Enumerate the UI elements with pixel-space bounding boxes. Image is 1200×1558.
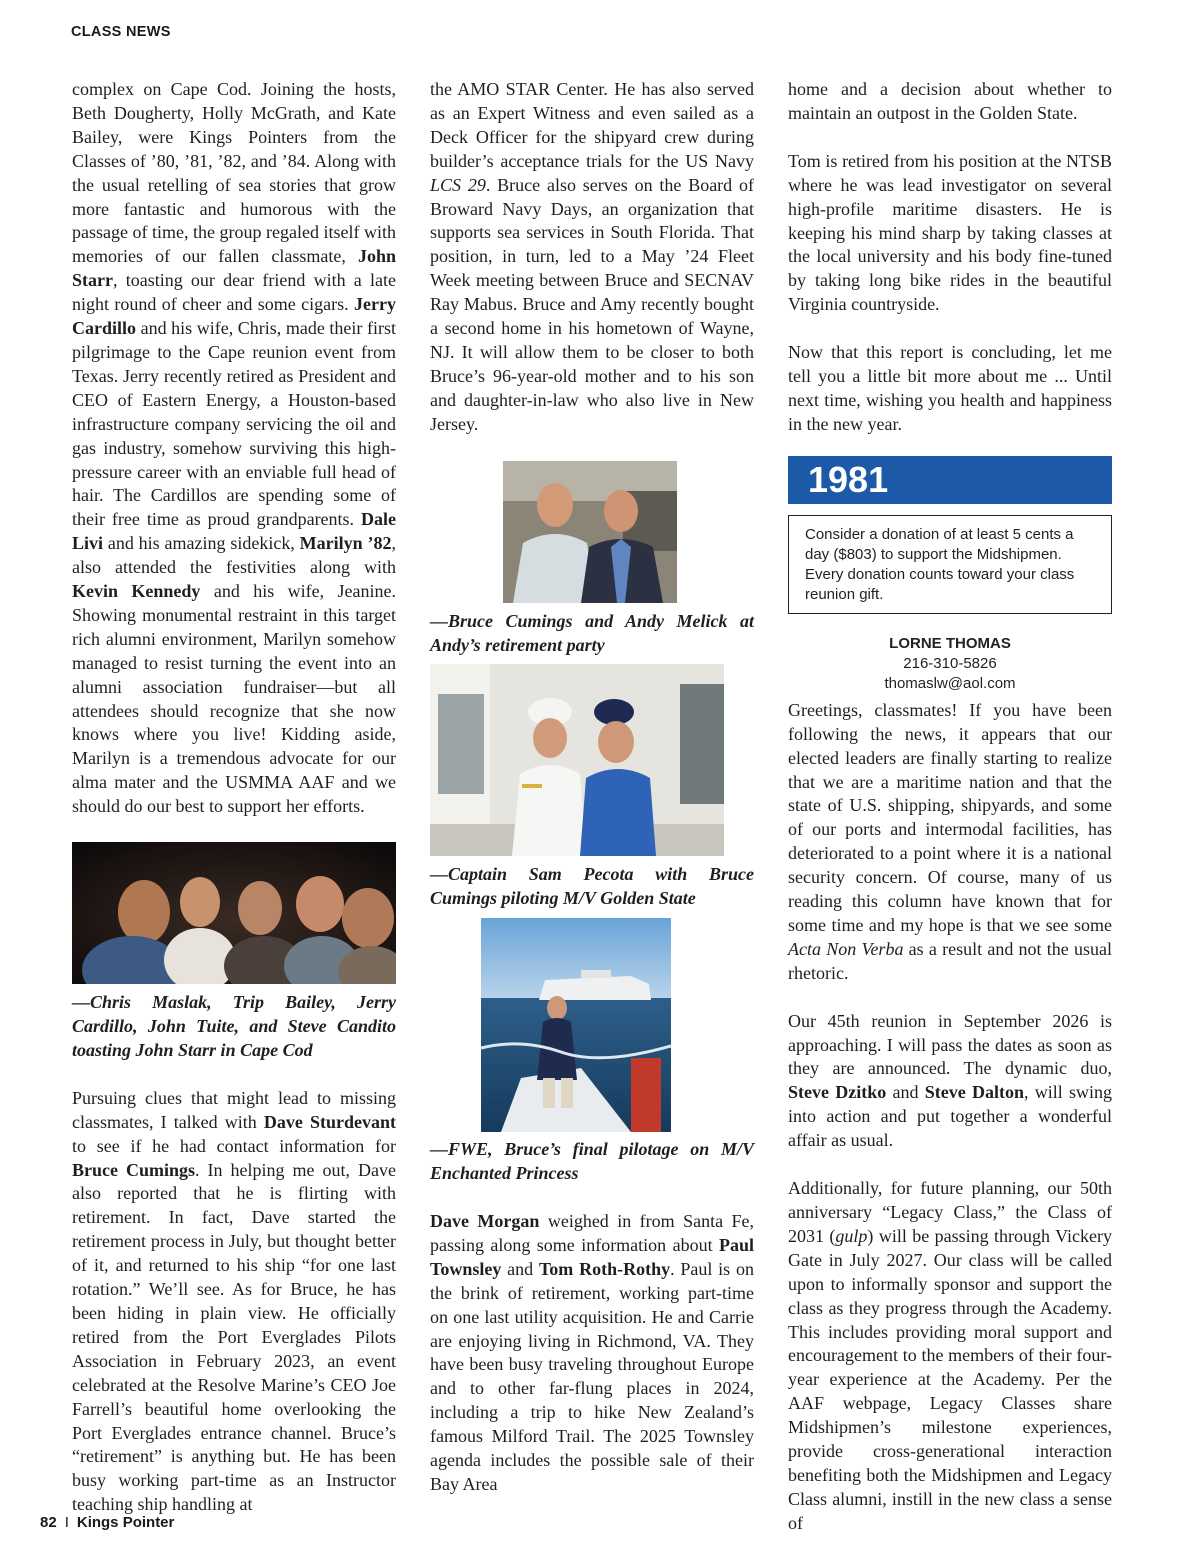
person-name: Tom Roth-Rothy (538, 1258, 671, 1279)
photo-caption: —FWE, Bruce’s final pilotage on M/V Enchanted Princess (430, 1139, 754, 1184)
person-name: Steve Dalton (924, 1082, 1024, 1103)
article-paragraph: Our 45th reunion in September 2026 is approaching. I will pass the dates as soon as they are announced. The dynamic duo, Steve Dzitko and Steve Dalton, will swing into action and put together a wonderful affair as usual. (788, 1010, 1112, 1151)
class-year-banner: 1981 (788, 456, 1112, 504)
section-label: CLASS NEWS (71, 24, 171, 40)
contact-email: thomaslw@aol.com (884, 674, 1016, 692)
photo-enchanted-princess (481, 918, 671, 1132)
footer-separator: I (64, 1514, 69, 1531)
photo-retirement-party (503, 461, 677, 603)
contact-name: LORNE THOMAS (889, 634, 1011, 652)
column-1 (72, 78, 396, 1517)
class-contact (788, 634, 1112, 694)
article-paragraph: complex on Cape Cod. Joining the hosts, Beth Dougherty, Holly McGrath, and Kate Bailey, were Kings Pointers from the Classes of ’80, ’81, ’82, and ’84. Along with the usual retelling of sea stories that grow more fantastic and humorous with the passage of time, the group regaled itself with memories of our fallen classmate, John Starr, toasting our dear friend with a late night round of cheer and some cigars. Jerry Cardillo and his wife, Chris, made their first pilgrimage to the Cape reunion event from Texas. Jerry recently retired as President and CEO of Eastern Energy, a Houston-based infrastructure company servicing the oil and gas industry, somehow surviving this high-pressure career with an enviable full head of hair. The Cardillos are spending some of their free time as proud grandparents. Dale Livi and his amazing sidekick, Marilyn ’82, also attended the festivities along with Kevin Kennedy and his wife, Jeanine. Showing monumental restraint in this target rich alumni environment, Marilyn somehow managed to resist turning the event into an alumni association fundraiser—but all attendees should recognize that she now knows where you live! Kidding aside, Marilyn is a tremendous advocate for our alma mater and the USMMA AAF and we should do our best to support her efforts. (72, 79, 396, 817)
article-paragraph: the AMO STAR Center. He has also served as an Expert Witness and even sailed as a Deck Officer for the shipyard crew during builder’s acceptance trials for the US Navy LCS 29. Bruce also serves on the Board of Broward Navy Days, an organization that supports sea services in South Florida. That position, in turn, led to a May ’24 Fleet Week meeting between Bruce and SECNAV Ray Mabus. Bruce and Amy recently bought a second home in his hometown of Wayne, NJ. It will allow them to be closer to both Bruce’s 96-year-old mother and to his son and daughter-in-law who also live in New Jersey. (430, 79, 754, 434)
photo-golden-state (430, 664, 724, 856)
person-name: Jerry Cardillo (72, 294, 396, 339)
article-paragraph: Additionally, for future planning, our 50th anniversary “Legacy Class,” the Class of 2031 (gulp) will be passing through Vickery Gate in July 2027. Our class will be called upon to informally sponsor and support the class as they progress through the Academy. This includes providing moral support and encouragement to the members of their four-year experience at the Academy. Per the AAF webpage, Legacy Classes share Midshipmen’s milestone experiences, provide cross-generational interaction benefiting both the Midshipmen and Legacy Class alumni, instill in the new class a sense of (788, 1178, 1112, 1533)
article-paragraph: Greetings, classmates! If you have been following the news, it appears that our elected leaders are finally starting to realize that we are a maritime nation and that the state of U.S. shipping, shipyards, and some of our ports and intermodal facilities, has deteriorated to a point where it is a national security concern. Of course, many of us reading this column have known that for some time and my hope is that we see some Acta Non Verba as a result and not the usual rhetoric. (788, 699, 1112, 983)
article-paragraph: Pursuing clues that might lead to missing classmates, I talked with Dave Sturdevant to see if he had contact information for Bruce Cumings. In helping me out, Dave also reported that he is flirting with retirement. In fact, Dave started the retirement process in July, but thought better of it, and returned to his ship “for one last rotation.” We’ll see. As for Bruce, he has been hiding in plain view. He officially retired from the Port Everglades Pilots Association in February 2023, an event celebrated at the Resolve Marine’s CEO Joe Farrell’s beautiful home overlooking the Port Everglades entrance channel. Bruce’s “retirement” is anything but. He has been busy working part-time as an Instructor teaching ship handling at (72, 1087, 396, 1515)
person-name: John Starr (72, 246, 396, 291)
person-name: Dave Sturdevant (263, 1111, 396, 1132)
photo-caption: —Bruce Cumings and Andy Melick at Andy’s retirement party (430, 610, 754, 655)
article-paragraph: Tom is retired from his position at the NTSB where he was lead investigator on several high-profile maritime disasters. He is keeping his mind sharp by taking classes at the local university and his body fine-tuned by taking long bike rides in the beautiful Virginia countryside. (788, 150, 1112, 315)
article-paragraph: Now that this report is concluding, let me tell you a little bit more about me ... Until next time, wishing you health and happiness in the new year. (788, 342, 1112, 434)
photo-cape-cod-group (72, 842, 396, 984)
column-2 (430, 78, 754, 1497)
contact-phone: 216-310-5826 (903, 654, 997, 672)
person-name: Paul Townsley (430, 1234, 754, 1279)
article-paragraph: home and a decision about whether to maintain an outpost in the Golden State. (788, 79, 1112, 123)
page-number: 82 (40, 1514, 57, 1531)
person-name: Bruce Cumings (72, 1159, 196, 1180)
publication-name: Kings Pointer (76, 1514, 175, 1531)
person-name: Dave Morgan (430, 1211, 540, 1232)
person-name: Kevin Kennedy (72, 581, 201, 602)
person-name: Dale Livi (72, 509, 396, 554)
article-paragraph: Dave Morgan weighed in from Santa Fe, passing along some information about Paul Townsley and Tom Roth-Rothy. Paul is on the brink of retirement, working part-time on one last utility acquisition. He and Carrie are enjoying living in Richmond, VA. They have been busy traveling throughout Europe and to other far-flung places in 2024, including a trip to hike New Zealand’s famous Milford Trail. The 2025 Townsley agenda includes the possible sale of their Bay Area (430, 1211, 754, 1494)
page-footer (40, 1514, 174, 1531)
person-name: Steve Dzitko (788, 1082, 887, 1103)
donation-box: Consider a donation of at least 5 cents a day ($803) to support the Midshipmen. Every donation counts toward your class reunion gift. (788, 515, 1112, 614)
photo-caption: —Captain Sam Pecota with Bruce Cumings piloting M/V Golden State (430, 864, 754, 909)
photo-caption: —Chris Maslak, Trip Bailey, Jerry Cardillo, John Tuite, and Steve Candito toasting John Starr in Cape Cod (72, 992, 396, 1060)
person-name: Marilyn ’82 (299, 533, 392, 554)
column-3 (788, 78, 1112, 1536)
